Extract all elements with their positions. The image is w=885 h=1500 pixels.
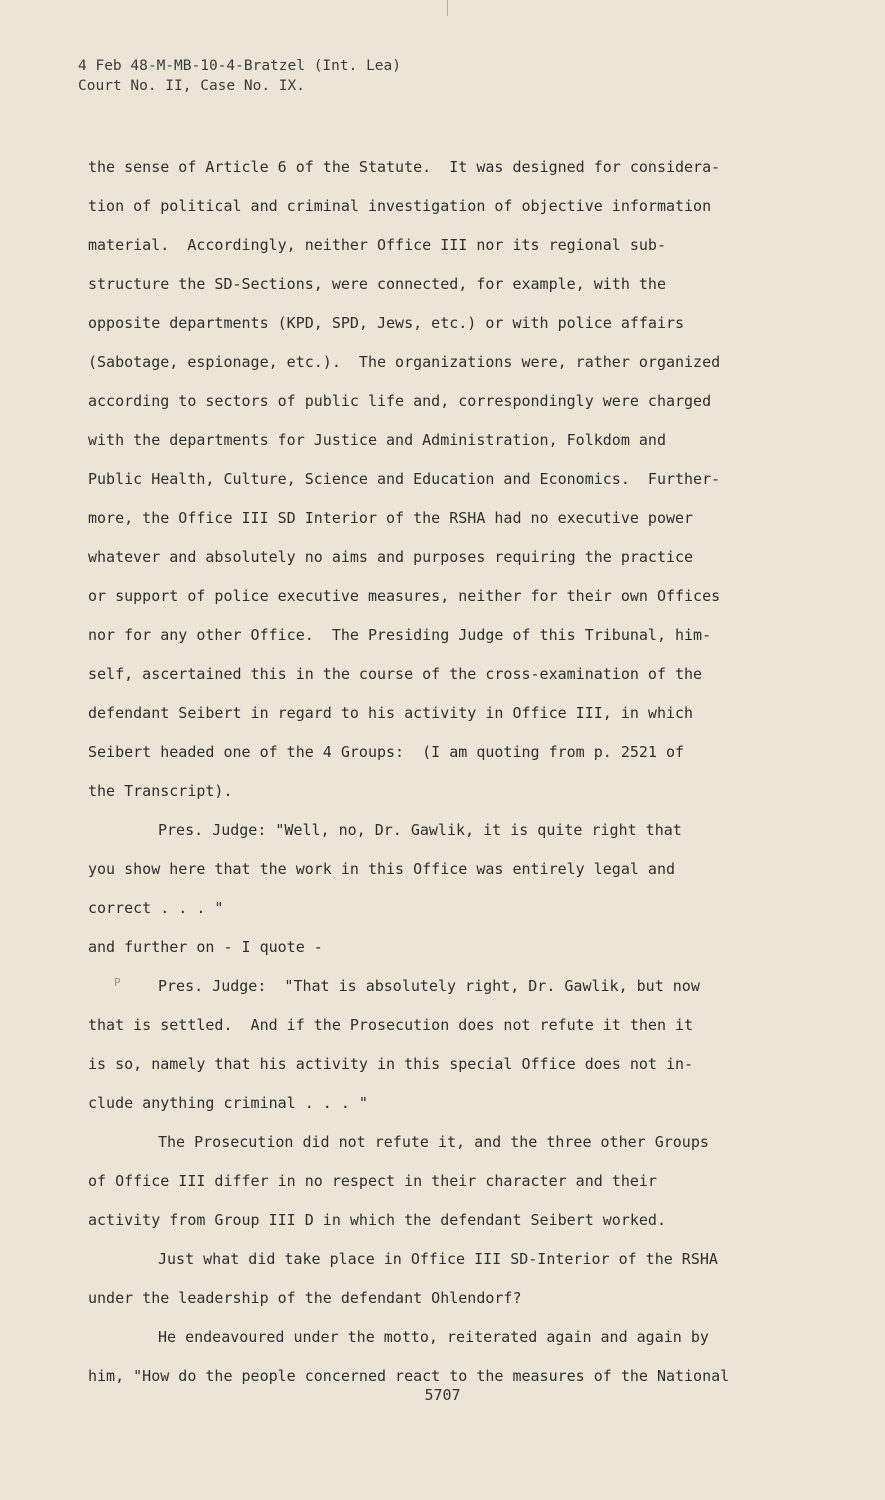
document-body	[88, 148, 788, 1396]
header-line-1: 4 Feb 48-M-MB-10-4-Bratzel (Int. Lea)	[78, 58, 402, 74]
quote-line: that is settled. And if the Prosecution does not refute it then it	[88, 1016, 694, 1034]
body-line: activity from Group III D in which the defendant Seibert worked.	[88, 1211, 666, 1229]
body-line: of Office III differ in no respect in their character and their	[88, 1172, 657, 1190]
quote-line: is so, namely that his activity in this special Office does not in-	[88, 1055, 694, 1073]
page-number: 5707	[424, 1386, 461, 1404]
body-line: opposite departments (KPD, SPD, Jews, etc.) or with police affairs	[88, 314, 685, 332]
body-line: tion of political and criminal investigation of objective information	[88, 197, 712, 215]
quote-line: you show here that the work in this Office was entirely legal and	[88, 860, 675, 878]
body-line: or support of police executive measures, neither for their own Offices	[88, 587, 721, 605]
body-line: self, ascertained this in the course of the cross-examination of the	[88, 665, 703, 683]
body-line: him, "How do the people concerned react to the measures of the National	[88, 1367, 730, 1385]
quote-line: Pres. Judge: "Well, no, Dr. Gawlik, it is quite right that	[158, 821, 682, 839]
header-line-2: Court No. II, Case No. IX.	[78, 78, 305, 94]
body-line: the Transcript).	[88, 782, 233, 800]
body-line: whatever and absolutely no aims and purposes requiring the practice	[88, 548, 694, 566]
quote-line: clude anything criminal . . . "	[88, 1094, 368, 1112]
body-line: material. Accordingly, neither Office III nor its regional sub-	[88, 236, 666, 254]
body-line: the sense of Article 6 of the Statute. It was designed for considera-	[88, 158, 721, 176]
body-line: under the leadership of the defendant Ohlendorf?	[88, 1289, 522, 1307]
margin-mark: P	[114, 976, 121, 989]
margin-tick	[447, 0, 448, 16]
body-line: (Sabotage, espionage, etc.). The organizations were, rather organized	[88, 353, 721, 371]
body-line: structure the SD-Sections, were connected, for example, with the	[88, 275, 666, 293]
body-line: according to sectors of public life and, correspondingly were charged	[88, 392, 712, 410]
body-line: Just what did take place in Office III SD-Interior of the RSHA	[158, 1250, 718, 1268]
body-line: The Prosecution did not refute it, and the three other Groups	[158, 1133, 709, 1151]
quote-line: Pres. Judge: "That is absolutely right, Dr. Gawlik, but now	[158, 977, 700, 995]
body-line: Public Health, Culture, Science and Education and Economics. Further-	[88, 470, 721, 488]
body-line: defendant Seibert in regard to his activity in Office III, in which	[88, 704, 694, 722]
body-line: Seibert headed one of the 4 Groups: (I am quoting from p. 2521 of	[88, 743, 685, 761]
body-line: and further on - I quote -	[88, 938, 323, 956]
quote-line: correct . . . "	[88, 899, 224, 917]
body-line: more, the Office III SD Interior of the RSHA had no executive power	[88, 509, 694, 527]
body-line: nor for any other Office. The Presiding Judge of this Tribunal, him-	[88, 626, 712, 644]
body-line: He endeavoured under the motto, reiterated again and again by	[158, 1328, 709, 1346]
body-line: with the departments for Justice and Administration, Folkdom and	[88, 431, 666, 449]
document-header	[78, 56, 401, 96]
